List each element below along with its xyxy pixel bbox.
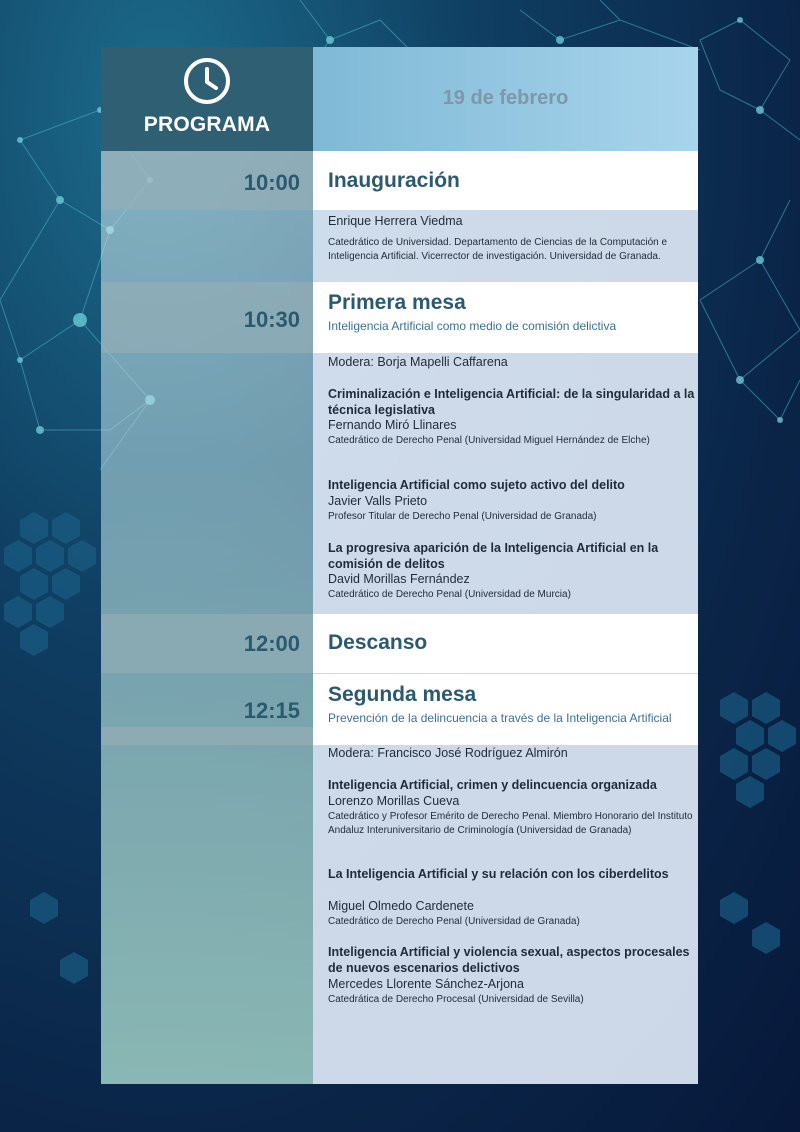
speaker-affiliation: Catedrático de Derecho Penal (Universidad de Granada) bbox=[328, 916, 580, 927]
time-segunda-mesa: 12:15 bbox=[243, 698, 300, 723]
section-title-inauguracion: Inauguración bbox=[328, 169, 460, 192]
speaker-name: David Morillas Fernández bbox=[328, 572, 470, 586]
speaker-name: Miguel Olmedo Cardenete bbox=[328, 899, 474, 913]
section-title-descanso: Descanso bbox=[328, 631, 428, 654]
speaker-name: Mercedes Llorente Sánchez-Arjona bbox=[328, 977, 524, 991]
section-title-primera-mesa: Primera mesa bbox=[328, 291, 466, 314]
section-subtitle-segunda-mesa: Prevención de la delincuencia a través de la Inteligencia Artificial bbox=[328, 711, 672, 725]
speaker-affiliation: Catedrática de Derecho Procesal (Universidad de Sevilla) bbox=[328, 994, 584, 1005]
time-band-segunda-mesa bbox=[101, 727, 313, 745]
moderator: Modera: Francisco José Rodríguez Almirón bbox=[328, 746, 568, 760]
talk-title: Inteligencia Artificial como sujeto activo del delito bbox=[328, 478, 625, 492]
speaker-affiliation: Catedrático de Universidad. Departamento de Ciencias de la Computación e Inteligencia Artificial. Vicerrector de investigación. Universidad de Granada. bbox=[328, 237, 668, 262]
time-primera-mesa: 10:30 bbox=[243, 307, 300, 332]
speaker-name: Enrique Herrera Viedma bbox=[328, 214, 463, 228]
program-label: PROGRAMA bbox=[143, 113, 271, 136]
talk-title: Inteligencia Artificial y violencia sexual, aspectos procesales de nuevos escenarios delictivos bbox=[328, 945, 690, 975]
speaker-name: Fernando Miró Llinares bbox=[328, 418, 457, 432]
speaker-affiliation: Profesor Titular de Derecho Penal (Universidad de Granada) bbox=[328, 511, 597, 522]
time-descanso: 12:00 bbox=[243, 631, 300, 656]
speaker-name: Javier Valls Prieto bbox=[328, 494, 428, 508]
speaker-affiliation: Catedrático y Profesor Emérito de Derecho Penal. Miembro Honorario del Instituto Andaluz Interuniversitario de Criminología (Universidad de Granada) bbox=[328, 811, 693, 836]
date-header bbox=[313, 47, 698, 151]
talk-title: La Inteligencia Artificial y su relación con los ciberdelitos bbox=[328, 867, 669, 881]
section-title-segunda-mesa: Segunda mesa bbox=[328, 683, 477, 706]
talk-title: Inteligencia Artificial, crimen y delincuencia organizada bbox=[328, 778, 657, 792]
program-sheet bbox=[101, 47, 698, 1084]
moderator: Modera: Borja Mapelli Caffarena bbox=[328, 355, 508, 369]
speaker-affiliation: Catedrático de Derecho Penal (Universidad Miguel Hernández de Elche) bbox=[328, 435, 650, 446]
section-subtitle-primera-mesa: Inteligencia Artificial como medio de comisión delictiva bbox=[328, 319, 617, 333]
program-header bbox=[101, 47, 313, 151]
speaker-name: Lorenzo Morillas Cueva bbox=[328, 794, 460, 808]
talk-title: Criminalización e Inteligencia Artificial: de la singularidad a la técnica legislativa bbox=[328, 387, 695, 417]
time-inauguracion: 10:00 bbox=[243, 170, 300, 195]
talk-title: La progresiva aparición de la Inteligencia Artificial en la comisión de delitos bbox=[328, 541, 659, 571]
event-date: 19 de febrero bbox=[442, 87, 569, 109]
clock-icon bbox=[183, 57, 231, 105]
speaker-affiliation: Catedrático de Derecho Penal (Universidad de Murcia) bbox=[328, 589, 571, 600]
